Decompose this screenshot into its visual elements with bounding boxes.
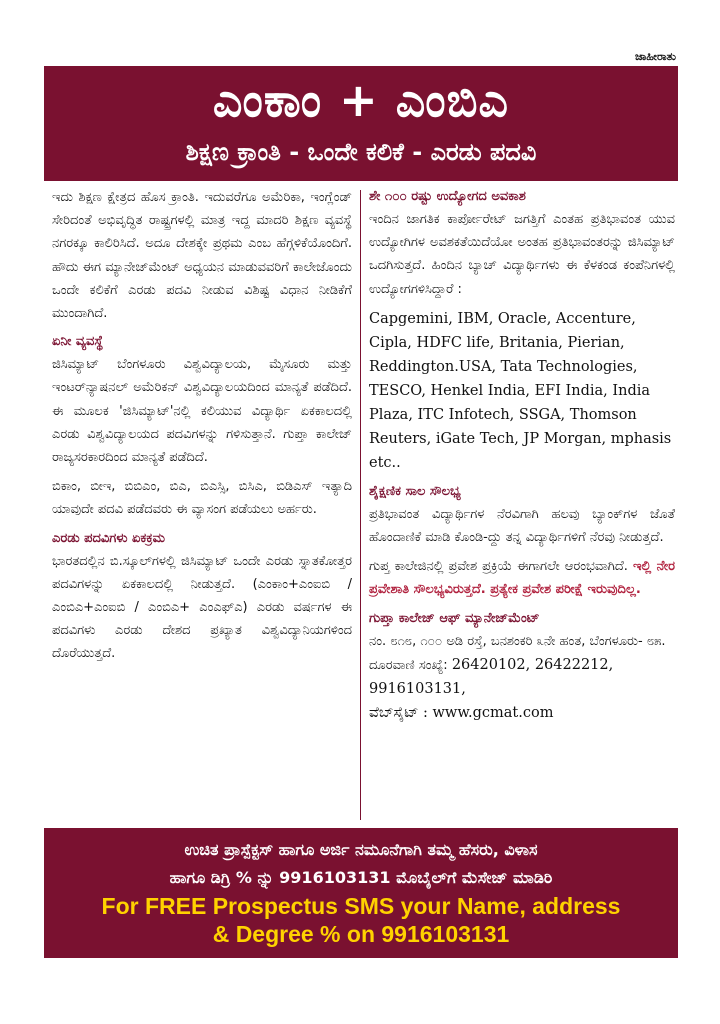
ad-body xyxy=(44,186,678,826)
placement-paragraph: ಇಂದಿನ ಜಾಗತಿಕ ಕಾರ್ಪೋರೇಟ್ ಜಗತ್ತಿಗೆ ಎಂತಹ ಪ್ರತಿಭಾವಂತ ಯುವ ಉದ್ಯೋಗಿಗಳ ಅವಶಕತೆಯಿದೆಯೋ ಅಂತಹ ಪ್ರತಿಭಾವಂತರನ್ನು ಜಿಸಿಮ್ಯಾಟ್ ಒದಗಿಸುತ್ತದೆ. ಹಿಂದಿನ ಬ್ಯಾಚ್ ವಿದ್ಯಾರ್ಥಿಗಳು ಈ ಕೆಳಕಂಡ ಕಂಪೆನಿಗಳಲ್ಲಿ ಉದ್ಯೋಗಗಳಿಸಿದ್ದಾರೆ : xyxy=(369,212,675,297)
right-column xyxy=(369,186,675,731)
college-address: ನಂ. ೮೧೮, ೧೦೦ ಅಡಿ ರಸ್ತೆ, ಬನಶಂಕರಿ ೩ನೇ ಹಂತ, ಬೆಂಗಳೂರು- ೮೫. ದೂರವಾಣಿ ಸಂಖ್ಯೆ: xyxy=(369,633,666,673)
footer-english-line-1: For FREE Prospectus SMS your Name, address xyxy=(101,893,621,919)
ad-title: ಎಂಕಾಂ + ಎಂಬಿಎ xyxy=(212,73,510,127)
two-degrees-paragraph: ಭಾರತದಲ್ಲಿನ ಬಿ.ಸ್ಕೂಲ್‌ಗಳಲ್ಲಿ ಜಿಸಿಮ್ಯಾಟ್ ಒಂದೇ ಎರಡು ಸ್ನಾತಕೋತ್ತರ ಪದವಿಗಳನ್ನು ಏಕಕಾಲದಲ್ಲಿ ನೀಡುತ್ತದೆ. (ಎಂಕಾಂ+ಎಂಐಬಿ / ಎಂಬಿಎ+ಎಂಐಬಿ / ಎಂಬಿಎ+ ಎಂಎಫ್ಎ) ಎರಡು ವರ್ಷಗಳ ಈ ಪದವಿಗಳು ಎರಡು ದೇಶದ ಪ್ರಖ್ಯಾತ ವಿಶ್ವವಿದ್ಯಾನಿಯಗಳಿಂದ ದೊರೆಯುತ್ತದೆ. xyxy=(52,553,352,662)
left-column xyxy=(52,186,352,672)
website-link[interactable]: ವೆಬ್‌ಸೈಟ್ : www.gcmat.com xyxy=(369,705,554,722)
column-divider xyxy=(360,190,361,820)
section-heading-two-degrees: ಎರಡು ಪದವಿಗಳು ಏಕಕ್ರಮ xyxy=(52,530,166,546)
college-name-heading: ಗುಪ್ತಾ ಕಾಲೇಜ್ ಆಫ್ ಮ್ಯಾನೇಜ್‌ಮೆಂಟ್ xyxy=(369,610,540,626)
system-paragraph: ಜಿಸಿಮ್ಯಾಟ್ ಬೆಂಗಳೂರು ವಿಶ್ವವಿದ್ಯಾಲಯ, ಮೈಸೂರು ಮತ್ತು ಇಂಟರ್‌ನ್ಯಾಷನಲ್ ಅಮೆರಿಕನ್ ವಿಶ್ವವಿದ್ಯಾಲಯದಿಂದ ಮಾನ್ಯತೆ ಪಡೆದಿದೆ. ಈ ಮೂಲಕ 'ಜಿಸಿಮ್ಯಾಟ್'ನಲ್ಲಿ ಕಲಿಯುವ ವಿದ್ಯಾರ್ಥಿ ಏಕಕಾಲದಲ್ಲಿ ಎರಡು ವಿಶ್ವವಿದ್ಯಾಲಯದ ಪದವಿಗಳನ್ನು ಗಳಿಸುತ್ತಾನೆ. ಗುಪ್ತಾ ಕಾಲೇಜ್ ರಾಜ್ಯಸರಕಾರದಿಂದ ಮಾನ್ಯತೆ ಪಡೆದಿದೆ. xyxy=(52,357,352,466)
intro-paragraph: ಇದು ಶಿಕ್ಷಣ ಕ್ಷೇತ್ರದ ಹೊಸ ಕ್ರಾಂತಿ. ಇದುವರೆಗೂ ಅಮೆರಿಕಾ, ಇಂಗ್ಲೆಂಡ್ ಸೇರಿದಂತೆ ಅಭಿವೃದ್ಧಿತ ರಾಷ್ಟ್ರಗಳಲ್ಲಿ ಮಾತ್ರ ಇದ್ದ ಮಾದರಿ ಶಿಕ್ಷಣ ವ್ಯವಸ್ಥೆ ನಗರಕ್ಕೂ ಕಾಲಿರಿಸಿದೆ. ಅದೂ ದೇಶಕ್ಕೇ ಪ್ರಥಮ ಎಂಬ ಹೆಗ್ಗಳಿಕೆಯೊಂದಿಗೆ. ಹೌದು ಈಗ ಮ್ಯಾನೇಜ್‌ಮೆಂಟ್ ಅಧ್ಯಯನ ಮಾಡುವವರಿಗೆ ಕಾಲೇಜೊಂದು ಒಂದೇ ಕಲಿಕೆಗೆ ಎರಡು ಪದವಿ ನೀಡುವ ವಿಶಿಷ್ಟ ವಿಧಾನ ನೀಡಿಕೆಗೆ ಮುಂದಾಗಿದೆ. xyxy=(52,190,352,322)
advertisement-tag: ಜಾಹೀರಾತು xyxy=(634,50,676,63)
companies-list: Capgemini, IBM, Oracle, Accenture, Cipla, HDFC life, Britania, Pierian, Reddington.USA, Tata Technologies, TESCO, Henkel India, EFI India, India Plaza, ITC Infotech, SSGA, Thomson Reuters, iGate Tech, JP Morgan, mphasis etc.. xyxy=(369,310,672,471)
section-heading-loan: ಶೈಕ್ಷಣಿಕ ಸಾಲ ಸೌಲಭ್ಯ xyxy=(369,483,461,499)
ad-subtitle: ಶಿಕ್ಷಣ ಕ್ರಾಂತಿ - ಒಂದೇ ಕಲಿಕೆ - ಎರಡು ಪದವಿ xyxy=(185,138,537,166)
ad-footer xyxy=(44,828,678,958)
eligibility-paragraph: ಬಿಕಾಂ, ಬೀಇ, ಬಿಬಿಎಂ, ಬಿಎ, ಬಿಎಸ್ಸಿ, ಬಿಸಿಎ, ಬಿಡಿಎಸ್ ಇತ್ಯಾದಿ ಯಾವುದೇ ಪದವಿ ಪಡೆದವರು ಈ ವ್ಯಾಸಂಗ ಪಡೆಯಲು ಅರ್ಹರು. xyxy=(52,479,352,518)
footer-kannada-line-2: ಹಾಗೂ ಡಿಗ್ರಿ % ನ್ನು 9916103131 ಮೊಬೈಲ್‌ಗೆ ಮೆಸೇಜ್ ಮಾಡಿರಿ xyxy=(169,868,553,887)
section-heading-system: ಏನೀ ವ್ಯವಸ್ಥೆ xyxy=(52,334,104,350)
admission-text: ಗುಪ್ತ ಕಾಲೇಜಿನಲ್ಲಿ ಪ್ರವೇಶ ಪ್ರಕ್ರಿಯೆ ಈಗಾಗಲೇ ಆರಂಭವಾಗಿದೆ. xyxy=(369,559,628,575)
ad-header xyxy=(44,66,678,181)
loan-paragraph: ಪ್ರತಿಭಾವಂತ ವಿದ್ಯಾರ್ಥಿಗಳ ನೆರವಿಗಾಗಿ ಹಲವು ಬ್ಯಾಂಕ್‌ಗಳ ಜೊತೆ ಹೊಂದಾಣಿಕೆ ಮಾಡಿ ಕೊಂಡಿ-ದ್ದು ತನ್ನ ವಿದ್ಯಾರ್ಥಿಗಳಿಗೆ ನೆರವು ನೀಡುತ್ತದೆ. xyxy=(369,506,675,546)
direct-admission-note: ಇಲ್ಲಿ ನೇರ ಪ್ರವೇಶಾತಿ ಸೌಲಭ್ಯವಿರುತ್ತದೆ. ಪ್ರತ್ಯೇಕ ಪ್ರವೇಶ ಪರೀಕ್ಷೆ ಇರುವುದಿಲ್ಲ. xyxy=(369,559,675,598)
contact-block xyxy=(369,630,675,726)
footer-kannada-line-1: ಉಚಿತ ಪ್ರಾಸ್ಪೆಕ್ಟಸ್ ಹಾಗೂ ಅರ್ಜಿ ನಮೂನೆಗಾಗಿ ತಮ್ಮ ಹೆಸರು, ವಿಳಾಸ xyxy=(184,840,538,859)
footer-english-line-2: & Degree % on 9916103131 xyxy=(212,921,510,947)
admission-paragraph xyxy=(369,555,675,601)
phone-numbers: 26420102, 26422212, 9916103131, xyxy=(369,656,614,698)
section-heading-placement: ಶೇ ೧೦೦ ರಷ್ಟು ಉದ್ಯೋಗದ ಅವಕಾಶ xyxy=(369,189,526,204)
